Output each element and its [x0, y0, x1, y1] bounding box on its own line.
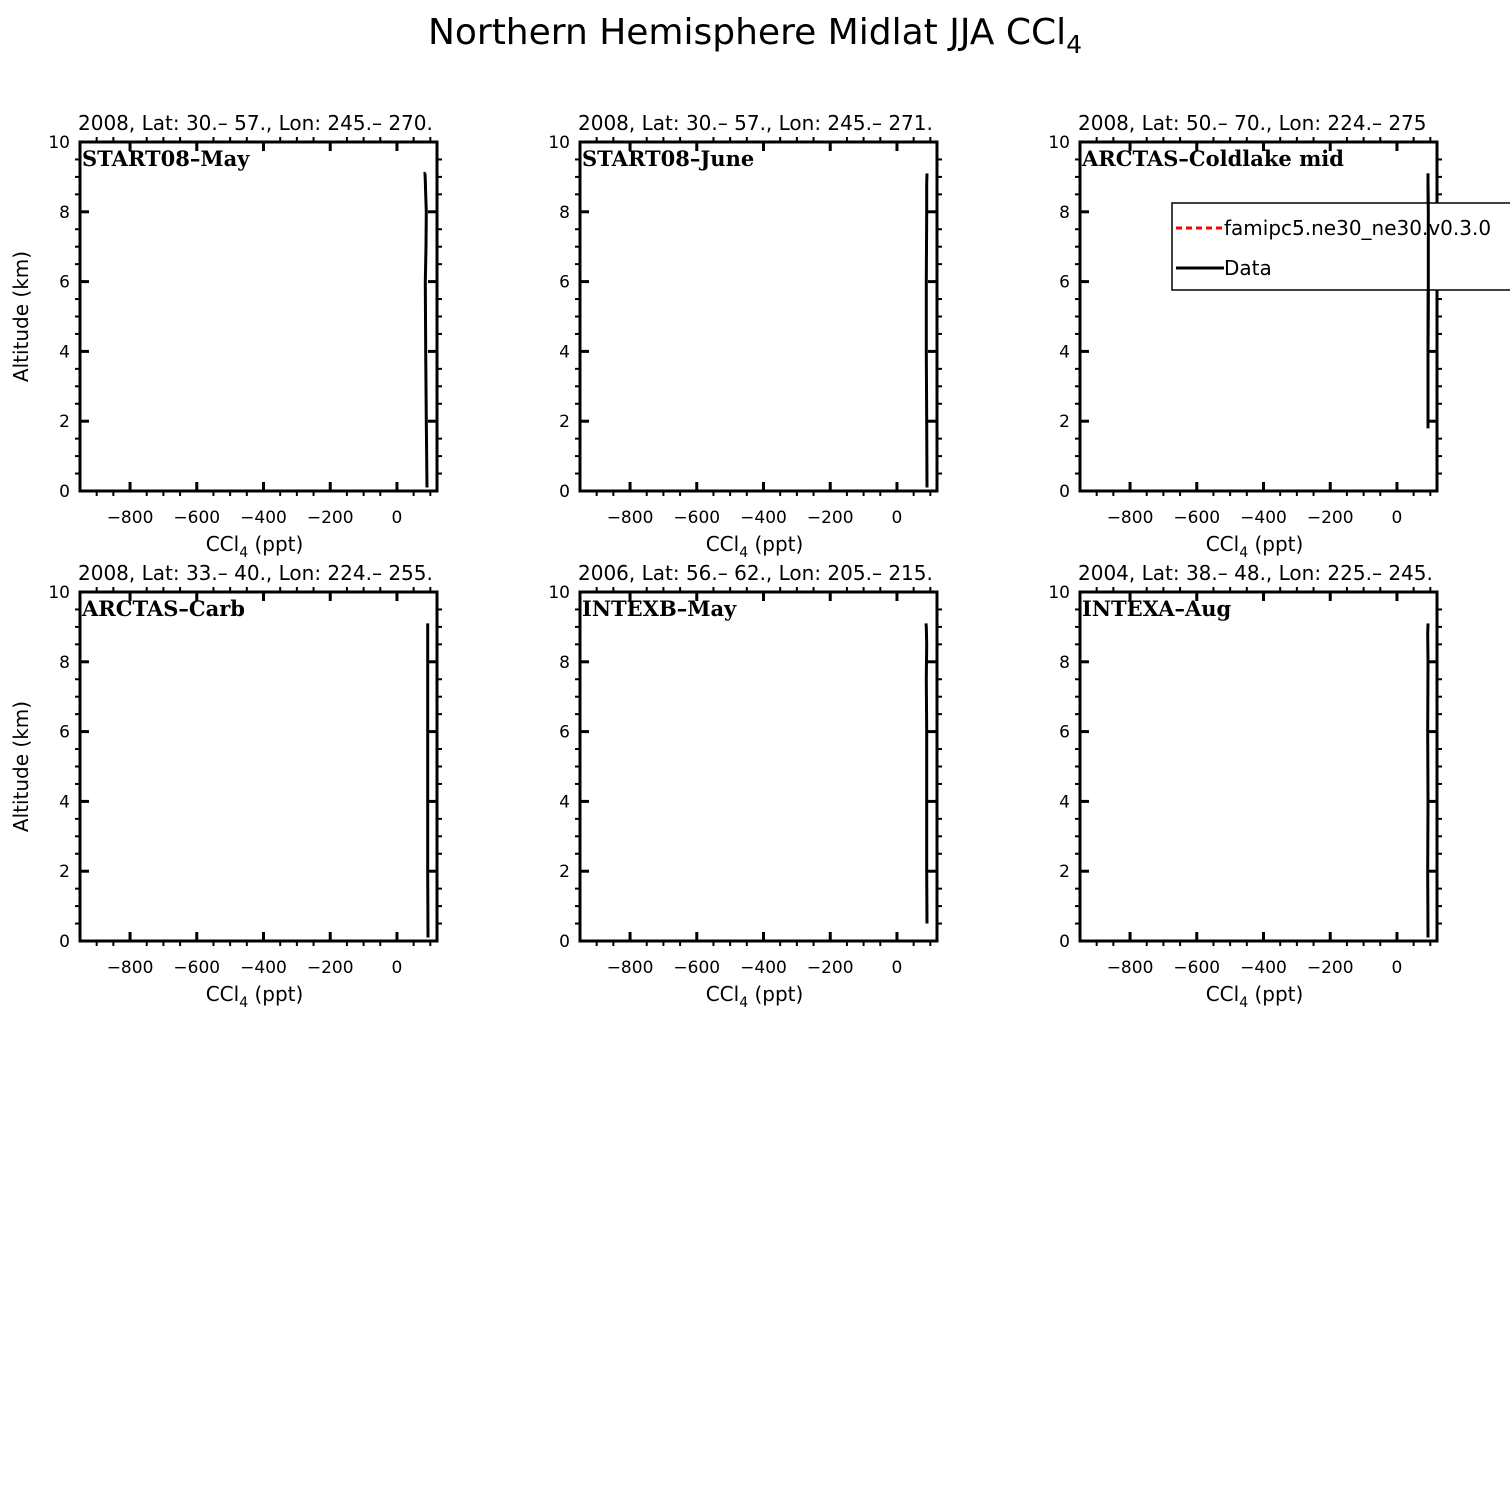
x-tick-label: −400	[1240, 508, 1287, 528]
x-tick-label: −600	[673, 508, 721, 528]
y-tick-label: 8	[1059, 652, 1070, 673]
y-tick-label: 6	[559, 272, 570, 293]
x-tick-label: −200	[806, 508, 854, 528]
y-tick-label: 4	[559, 792, 570, 813]
y-tick-label: 10	[1048, 583, 1070, 603]
y-tick-label: 2	[559, 862, 570, 883]
y-tick-label: 2	[1059, 412, 1070, 433]
figure-title: Northern Hemisphere Midlat JJA CCl$_4$	[427, 12, 1083, 59]
x-tick-label: −600	[173, 958, 221, 978]
x-tick-label: −800	[606, 958, 654, 978]
series-line-data	[926, 173, 927, 487]
y-tick-label: 4	[559, 342, 570, 363]
x-tick-label: −200	[306, 508, 354, 528]
x-axis-label: CCl$_4$ (ppt)	[705, 982, 804, 1011]
x-tick-label: 0	[1391, 508, 1403, 528]
y-tick-label: 8	[59, 202, 70, 223]
y-axis-label: Altitude (km)	[9, 700, 33, 833]
x-axis-label: CCl$_4$ (ppt)	[705, 532, 804, 561]
x-tick-label: −400	[1240, 958, 1287, 978]
x-axis-label: CCl$_4$ (ppt)	[205, 532, 304, 561]
x-axis-label: CCl$_4$ (ppt)	[1205, 532, 1304, 561]
y-tick-label: 0	[59, 932, 70, 952]
panel-header: 2008, Lat: 33.– 40., Lon: 224.– 255.	[78, 561, 433, 585]
series-line-data	[926, 623, 927, 923]
y-tick-label: 4	[1059, 342, 1070, 363]
y-tick-label: 4	[1059, 792, 1070, 813]
y-tick-label: 6	[59, 722, 70, 743]
y-tick-label: 6	[1059, 272, 1070, 293]
x-tick-label: −800	[1106, 958, 1154, 978]
plot-frame	[80, 592, 437, 941]
y-tick-label: 10	[548, 133, 570, 153]
legend-label: famipc5.ne30_ne30.v0.3.0	[1224, 216, 1492, 240]
campaign-label: INTEXB–May	[582, 596, 737, 621]
series-line-data	[425, 173, 427, 487]
plot-frame	[580, 592, 937, 941]
y-tick-label: 0	[59, 482, 70, 502]
chart-panel-5	[548, 561, 942, 1011]
x-tick-label: −800	[606, 508, 654, 528]
y-tick-label: 0	[1059, 932, 1070, 952]
chart-panel-4	[9, 561, 442, 1011]
x-axis-label: CCl$_4$ (ppt)	[205, 982, 304, 1011]
x-tick-label: 0	[891, 958, 903, 978]
x-tick-label: −800	[106, 508, 154, 528]
y-tick-label: 0	[1059, 482, 1070, 502]
plot-frame	[1080, 592, 1437, 941]
legend-label: Data	[1224, 256, 1272, 280]
y-tick-label: 6	[559, 722, 570, 743]
y-tick-label: 4	[59, 792, 70, 813]
chart-panel-6	[1048, 561, 1442, 1011]
chart-panel-3	[1048, 111, 1510, 561]
x-tick-label: 0	[391, 958, 403, 978]
legend	[1172, 173, 1510, 428]
y-tick-label: 8	[1059, 202, 1070, 223]
campaign-label: ARCTAS–Coldlake mid	[1082, 146, 1344, 171]
chart-panel-1	[9, 111, 442, 561]
y-tick-label: 4	[59, 342, 70, 363]
y-tick-label: 2	[59, 412, 70, 433]
y-tick-label: 10	[48, 133, 70, 153]
y-tick-label: 6	[59, 272, 70, 293]
y-tick-label: 0	[559, 932, 570, 952]
campaign-label: START08–May	[82, 146, 250, 171]
x-tick-label: 0	[891, 508, 903, 528]
x-tick-label: −800	[106, 958, 154, 978]
chart-panel-2	[548, 111, 942, 561]
y-tick-label: 6	[1059, 722, 1070, 743]
y-tick-label: 10	[1048, 133, 1070, 153]
x-tick-label: −200	[1306, 508, 1354, 528]
y-axis-label: Altitude (km)	[9, 250, 33, 383]
x-tick-label: −600	[673, 958, 721, 978]
x-tick-label: 0	[391, 508, 403, 528]
y-tick-label: 2	[59, 862, 70, 883]
y-tick-label: 0	[559, 482, 570, 502]
x-tick-label: −800	[1106, 508, 1154, 528]
x-tick-label: −600	[173, 508, 221, 528]
plot-frame	[1080, 142, 1437, 491]
y-tick-label: 8	[559, 652, 570, 673]
plot-frame	[80, 142, 437, 491]
x-tick-label: 0	[1391, 958, 1403, 978]
x-tick-label: −400	[240, 958, 287, 978]
campaign-label: INTEXA–Aug	[1082, 596, 1232, 621]
campaign-label: ARCTAS–Carb	[82, 596, 245, 621]
x-tick-label: −200	[306, 958, 354, 978]
panel-header: 2006, Lat: 56.– 62., Lon: 205.– 215.	[578, 561, 933, 585]
x-tick-label: −400	[740, 958, 787, 978]
panel-header: 2004, Lat: 38.– 48., Lon: 225.– 245.	[1078, 561, 1433, 585]
campaign-label: START08–June	[582, 146, 755, 171]
y-tick-label: 8	[59, 652, 70, 673]
y-tick-label: 2	[1059, 862, 1070, 883]
panel-header: 2008, Lat: 30.– 57., Lon: 245.– 271.	[578, 111, 933, 135]
x-tick-label: −400	[240, 508, 287, 528]
y-tick-label: 10	[548, 583, 570, 603]
y-tick-label: 2	[559, 412, 570, 433]
y-tick-label: 10	[48, 583, 70, 603]
x-axis-label: CCl$_4$ (ppt)	[1205, 982, 1304, 1011]
x-tick-label: −600	[1173, 508, 1221, 528]
x-tick-label: −400	[740, 508, 787, 528]
plot-frame	[580, 142, 937, 491]
y-tick-label: 8	[559, 202, 570, 223]
x-tick-label: −600	[1173, 958, 1221, 978]
x-tick-label: −200	[806, 958, 854, 978]
panel-header: 2008, Lat: 30.– 57., Lon: 245.– 270.	[78, 111, 433, 135]
x-tick-label: −200	[1306, 958, 1354, 978]
panel-header: 2008, Lat: 50.– 70., Lon: 224.– 275	[1078, 111, 1427, 135]
